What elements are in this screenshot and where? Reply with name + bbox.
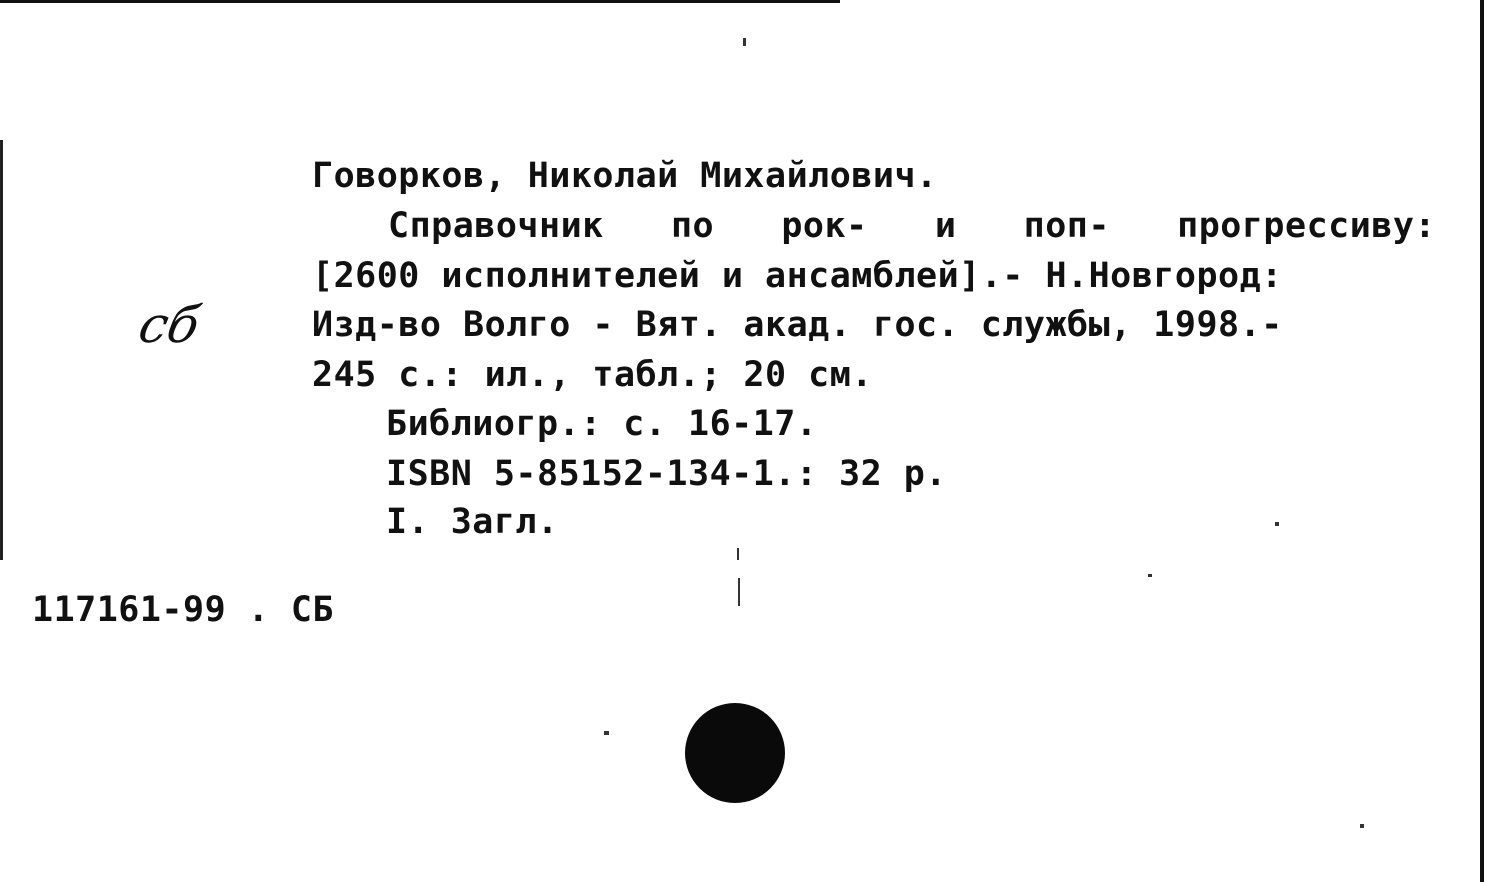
publication-line: Изд-во Волго - Вят. акад. гос. службы, 1998.- [312,305,1283,345]
card-top-edge [0,0,840,3]
title-word: поп- [1023,206,1110,246]
scan-speck [743,38,746,46]
author-heading: Говорков, Николай Михайлович. [312,156,938,196]
scan-speck [1275,522,1279,526]
title-line-1 [388,202,1436,250]
accession-number: 117161-99 . СБ [32,590,335,630]
handwritten-shelf-mark: сб [133,296,205,354]
scan-speck [1360,824,1364,828]
scan-speck [737,548,739,560]
scan-speck [738,578,740,606]
physical-description: 245 с.: ил., табл.; 20 см. [312,355,873,395]
card-right-edge [1480,0,1484,882]
title-word: прогрессиву: [1177,206,1437,246]
title-word: Справочник [388,206,604,246]
title-word: по [670,206,715,246]
card-left-edge [0,140,3,560]
title-word: рок- [781,206,868,246]
scan-speck [604,731,609,735]
isbn-line: ISBN 5-85152-134-1.: 32 р. [386,454,947,494]
title-word: и [934,206,957,246]
tracing-line: I. Загл. [386,502,559,542]
bibliography-note: Библиогр.: с. 16-17. [386,404,818,444]
title-line-2: [2600 исполнителей и ансамблей].- Н.Новгород: [312,256,1283,296]
scan-speck [1148,574,1152,577]
punch-hole [685,703,785,803]
